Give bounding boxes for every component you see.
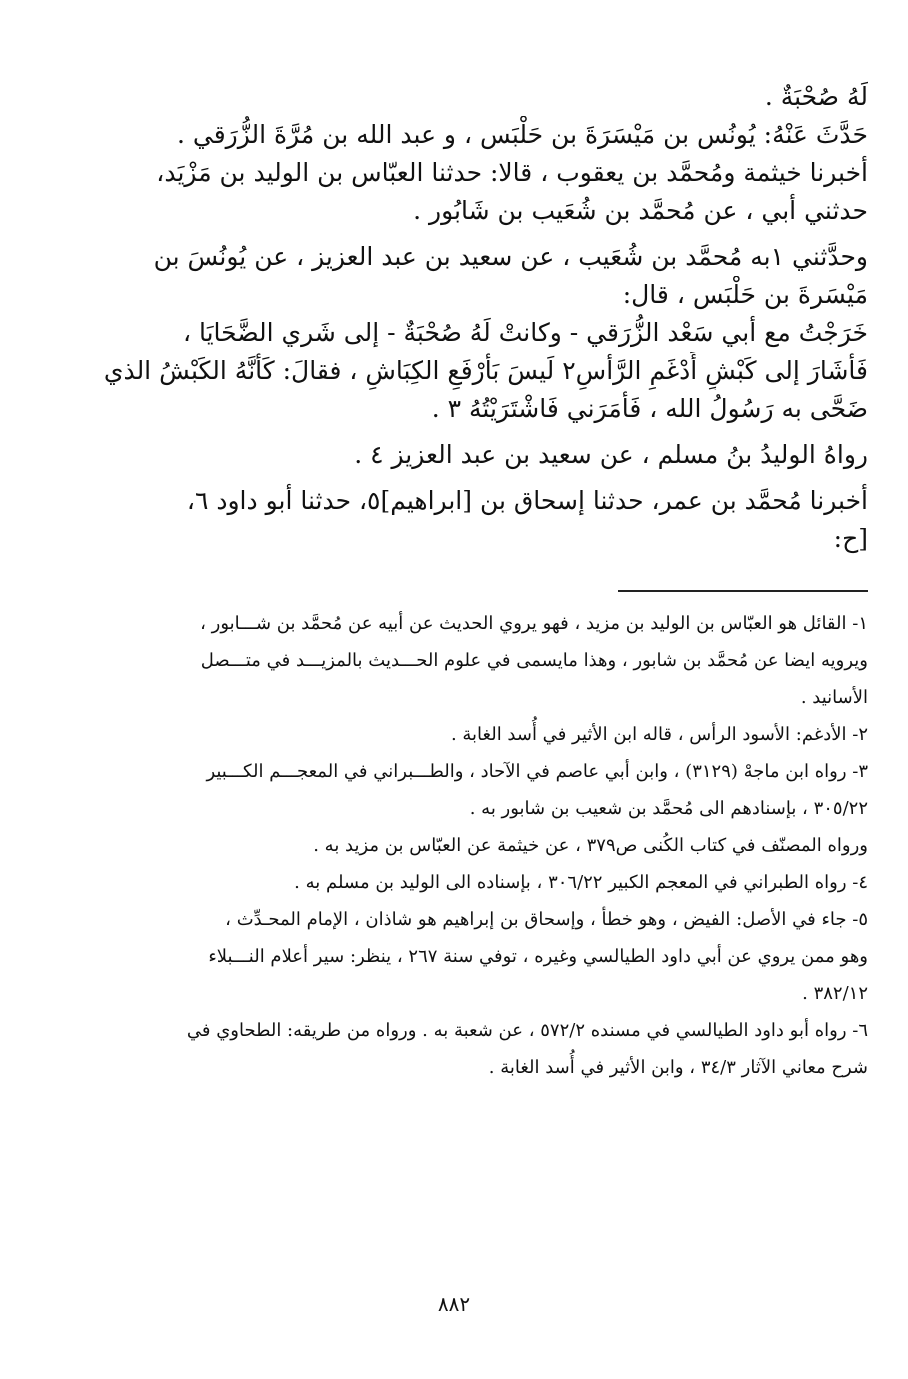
footnote-line: ٣٨٢/١٢ . [802,983,868,1004]
footnote-line: ورواه المصنّف في كتاب الكُنى ص٣٧٩ ، عن خيثمة عن العبّاس بن مزيد به . [313,835,868,856]
main-line: حدثني أبي ، عن مُحمَّد بن شُعَيب بن شَابُور . [413,196,868,225]
main-line: أخبرنا مُحمَّد بن عمر، حدثنا إسحاق بن [ابراهيم]٥، حدثنا أبو داود ٦، [186,486,868,515]
main-line: مَيْسَرةَ بن حَلْبَس ، قال: [622,280,868,309]
main-line: أخبرنا خيثمة ومُحمَّد بن يعقوب ، قالا: حدثنا العبّاس بن الوليد بن مَزْيَد، [156,158,868,187]
main-line: فَأشَارَ إلى كَبْشٍ أَدْغَمِ الرَّأسِ٢ لَيسَ بَأرْفَعِ الكِبَاشِ ، فقالَ: كَأنَّهُ الكَبْشُ الذي [103,356,868,385]
footnotes [38,605,868,1086]
footnote-line: شرح معاني الآثار ٣٤/٣ ، وابن الأثير في أُسد الغابة . [488,1057,868,1078]
footnote-line: ٣٠٥/٢٢ ، بإسنادهم الى مُحمَّد بن شعيب بن شابور به . [469,798,868,819]
footnote-line: ٣- رواه ابن ماجهْ (٣١٢٩) ، وابن أبي عاصم في الآحاد ، والطـــبراني في المعجـــم الكـــبير [206,761,868,782]
main-line: وحدَّثني ١به مُحمَّد بن شُعَيب ، عن سعيد بن عبد العزيز ، عن يُونُسَ بن [153,242,868,271]
main-line: لَهُ صُحْبَةٌ . [764,82,868,111]
main-line: ضَحَّى به رَسُولُ الله ، فَأمَرَني فَاشْتَرَيْتُهُ ٣ . [431,394,868,423]
main-line: حَدَّثَ عَنْهُ: يُونُس بن مَيْسَرَةَ بن حَلْبَس ، و عبد الله بن مُرَّةَ الزُّرَقي . [176,120,868,149]
footnote-line: ٢- الأدغم: الأسود الرأس ، قاله ابن الأثير في أُسد الغابة . [450,724,868,745]
main-text [38,78,868,558]
footnote-line: ٥- جاء في الأصل: الفيض ، وهو خطأ ، وإسحاق بن إبراهيم هو شاذان ، الإمام المحـدِّث ، [225,909,868,930]
main-line: خَرَجْتُ مع أبي سَعْد الزُّرَقي - وكانتْ لَهُ صُحْبَةٌ - إلى شَري الضَّحَايَا ، [182,318,868,347]
footnote-line: ٦- رواه أبو داود الطيالسي في مسنده ٥٧٢/٢ ، عن شعبة به . ورواه من طريقه: الطحاوي في [186,1020,868,1041]
footnote-line: ١- القائل هو العبّاس بن الوليد بن مزيد ، فهو يروي الحديث عن أبيه عن مُحمَّد بن شـــابور ، [200,613,868,634]
footnote-divider [618,590,868,592]
page-number: ٨٨٢ [437,1292,471,1316]
footnote-line: ٤- رواه الطبراني في المعجم الكبير ٣٠٦/٢٢ ، بإسناده الى الوليد بن مسلم به . [294,872,868,893]
footnote-line: وهو ممن يروي عن أبي داود الطيالسي وغيره ، توفي سنة ٢٦٧ ، ينظر: سير أعلام النـــبلاء [208,946,868,967]
main-line: رواهُ الوليدُ بنُ مسلم ، عن سعيد بن عبد العزيز ٤ . [354,440,868,469]
main-line: [ح: [833,524,868,553]
footnote-line: ويرويه ايضا عن مُحمَّد بن شابور ، وهذا مايسمى في علوم الحـــديث بالمزيـــد في متـــصل [200,650,868,671]
footnote-line: الأسانيد . [800,687,868,708]
